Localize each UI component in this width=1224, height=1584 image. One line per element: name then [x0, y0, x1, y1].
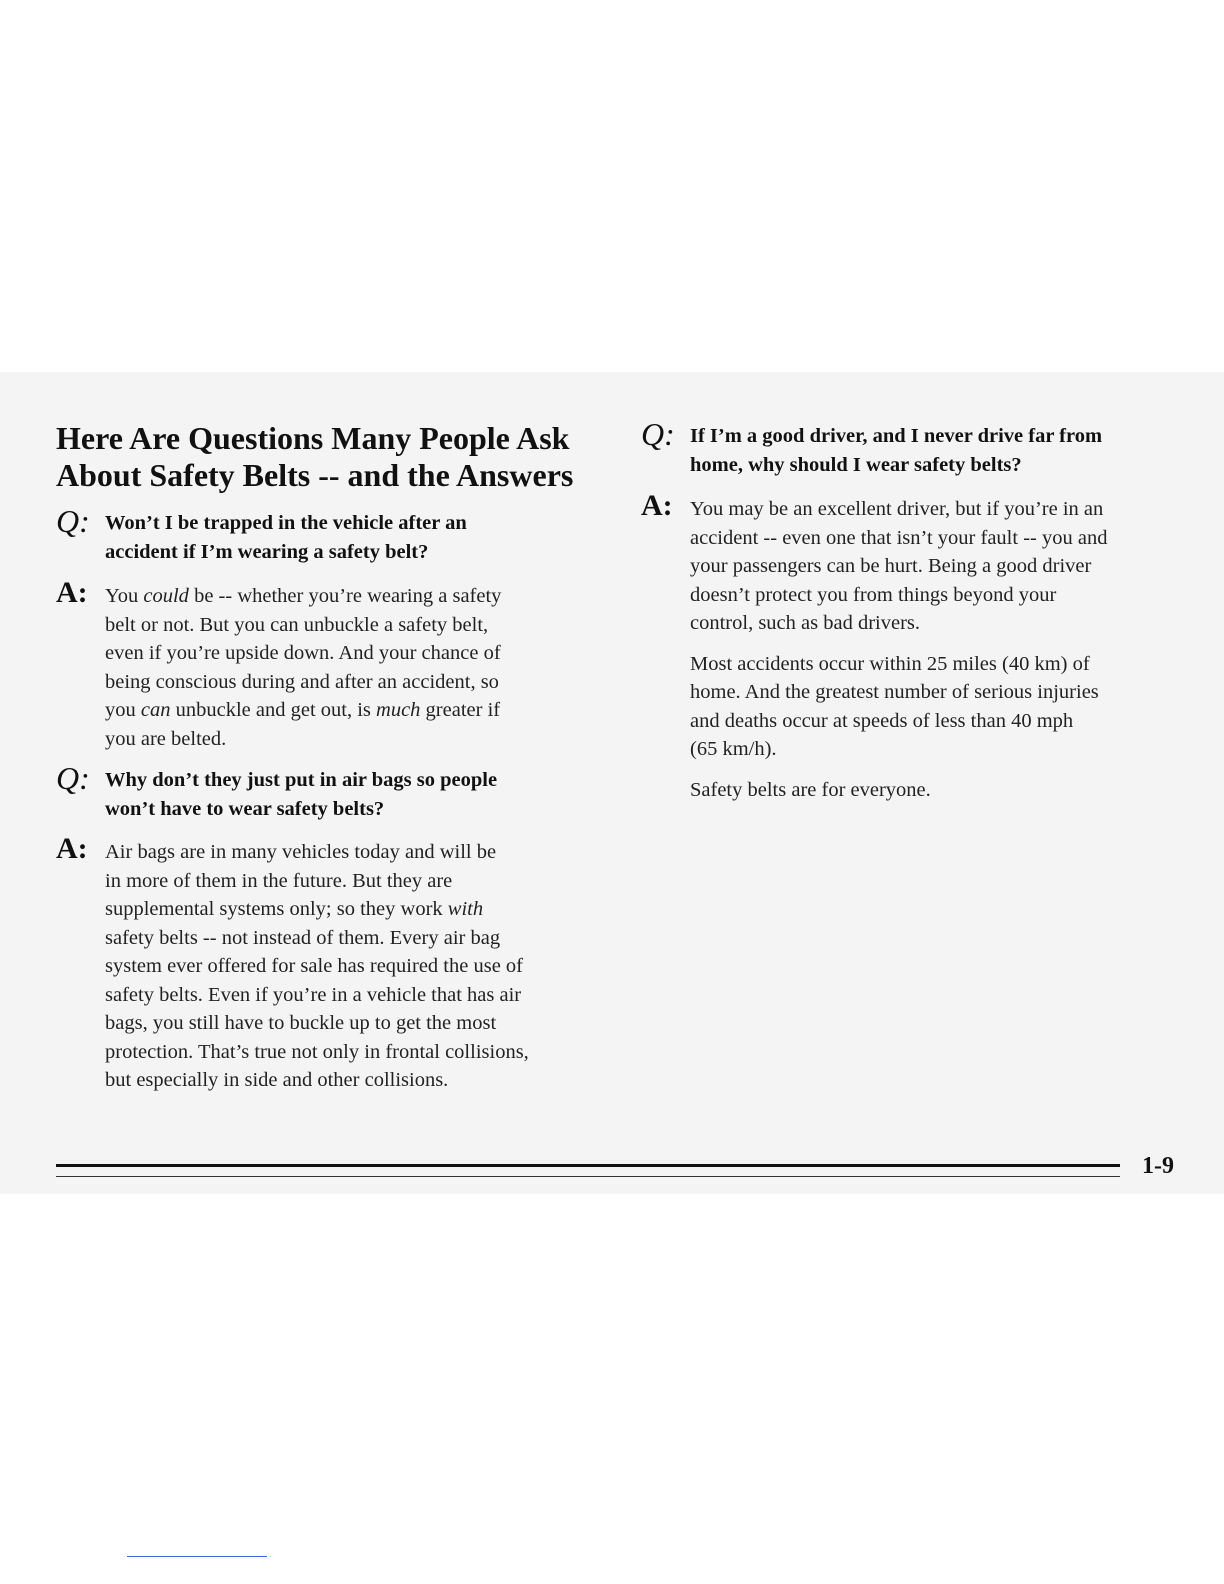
answer-paragraph [105, 838, 626, 1095]
answer-marker: A: [56, 832, 88, 865]
answer-text: you are belted. [105, 727, 227, 750]
answer-text: home. And the greatest number of serious injuries [690, 681, 1099, 703]
link-underline [127, 1556, 267, 1557]
question-marker: Q: [641, 416, 675, 452]
answer-text: even if you’re upside down. And your chance of [105, 642, 501, 664]
question-line: home, why should I wear safety belts? [690, 453, 1022, 476]
answer-line [690, 581, 1211, 610]
qa-3-answer [641, 489, 1211, 804]
answer-line [690, 650, 1211, 679]
answer-line [105, 1009, 626, 1038]
answer-text: supplemental systems only; so they work [105, 898, 448, 920]
answer-text: accident -- even one that isn’t your fault -- you and [690, 526, 1108, 549]
answer-text: control, such as bad drivers. [690, 612, 920, 634]
answer-text: greater if [420, 699, 501, 721]
question-line: Why don’t they just put in air bags so people [105, 769, 498, 791]
answer-line [105, 895, 626, 924]
heading-line-2: About Safety Belts -- and the Answers [56, 457, 574, 493]
question-text [690, 422, 1211, 479]
answer-text: (65 km/h). [690, 738, 777, 760]
question-marker: Q: [56, 503, 90, 539]
answer-text: and deaths occur at speeds of less than 40 mph [690, 709, 1074, 732]
answer-text: in more of them in the future. But they are [105, 869, 453, 892]
answer-paragraph [690, 650, 1211, 764]
qa-1-answer [56, 576, 626, 753]
answer-line [105, 924, 626, 953]
answer-marker: A: [641, 489, 673, 522]
answer-line [690, 735, 1211, 764]
answer-line [105, 725, 626, 754]
answer-text: you [105, 699, 141, 721]
answer-text: but especially in side and other collisions. [105, 1069, 449, 1091]
answer-body [690, 495, 1211, 804]
section-heading [56, 420, 626, 494]
qa-2-question [56, 760, 626, 823]
answer-line [105, 1066, 626, 1095]
emphasis-text: with [447, 898, 484, 920]
answer-text: protection. That’s true not only in frontal collisions, [105, 1040, 529, 1063]
qa-3-question [641, 416, 1211, 479]
emphasis-text: can [140, 699, 171, 721]
answer-text: You [105, 585, 144, 607]
footer-rule-thin [56, 1176, 1120, 1177]
answer-paragraph [690, 495, 1211, 638]
answer-text: You may be an excellent driver, but if you’re in an [690, 498, 1104, 520]
answer-text: doesn’t protect you from things beyond your [690, 583, 1057, 606]
answer-text: safety belts -- not instead of them. Every air bag [105, 926, 501, 949]
answer-line [105, 867, 626, 896]
question-text [105, 509, 626, 566]
answer-line [105, 838, 626, 867]
answer-paragraph [105, 582, 626, 753]
question-line: Won’t I be trapped in the vehicle after an [105, 512, 467, 534]
answer-line [690, 552, 1211, 581]
emphasis-text: could [143, 585, 189, 607]
emphasis-text: much [376, 699, 421, 721]
qa-1-question [56, 503, 626, 566]
footer-rule [56, 1164, 1120, 1167]
heading-line-1: Here Are Questions Many People Ask [56, 420, 570, 456]
answer-line [105, 952, 626, 981]
answer-line [690, 678, 1211, 707]
answer-line [105, 611, 626, 640]
answer-text: safety belts. Even if you’re in a vehicle that has air [105, 983, 522, 1006]
answer-text: your passengers can be hurt. Being a good driver [690, 555, 1092, 577]
answer-line [105, 639, 626, 668]
answer-text: be -- whether you’re wearing a safety [188, 585, 502, 607]
answer-text: Most accidents occur within 25 miles (40 km) of [690, 652, 1090, 675]
answer-marker: A: [56, 576, 88, 609]
answer-text: system ever offered for sale has required the use of [105, 955, 523, 977]
answer-text: belt or not. But you can unbuckle a safety belt, [105, 613, 489, 636]
answer-line [690, 707, 1211, 736]
answer-line [105, 582, 626, 611]
answer-text: bags, you still have to buckle up to get the most [105, 1012, 497, 1034]
question-line: won’t have to wear safety belts? [105, 797, 385, 820]
page-number: 1-9 [1142, 1153, 1174, 1179]
answer-line [690, 495, 1211, 524]
answer-text: unbuckle and get out, is [170, 699, 377, 721]
answer-body [105, 582, 626, 753]
answer-line [105, 696, 626, 725]
question-line: If I’m a good driver, and I never drive far from [690, 425, 1103, 447]
answer-text: Air bags are in many vehicles today and will be [105, 841, 497, 863]
question-text [105, 766, 626, 823]
answer-body [105, 838, 626, 1095]
answer-line [690, 524, 1211, 553]
answer-line [105, 668, 626, 697]
answer-line [690, 776, 1211, 805]
answer-line [105, 1038, 626, 1067]
answer-paragraph [690, 776, 1211, 805]
question-marker: Q: [56, 760, 90, 796]
qa-2-answer [56, 832, 626, 1095]
answer-line [105, 981, 626, 1010]
answer-text: being conscious during and after an accident, so [105, 670, 499, 693]
question-line: accident if I’m wearing a safety belt? [105, 540, 429, 563]
answer-line [690, 609, 1211, 638]
answer-text: Safety belts are for everyone. [690, 778, 931, 801]
